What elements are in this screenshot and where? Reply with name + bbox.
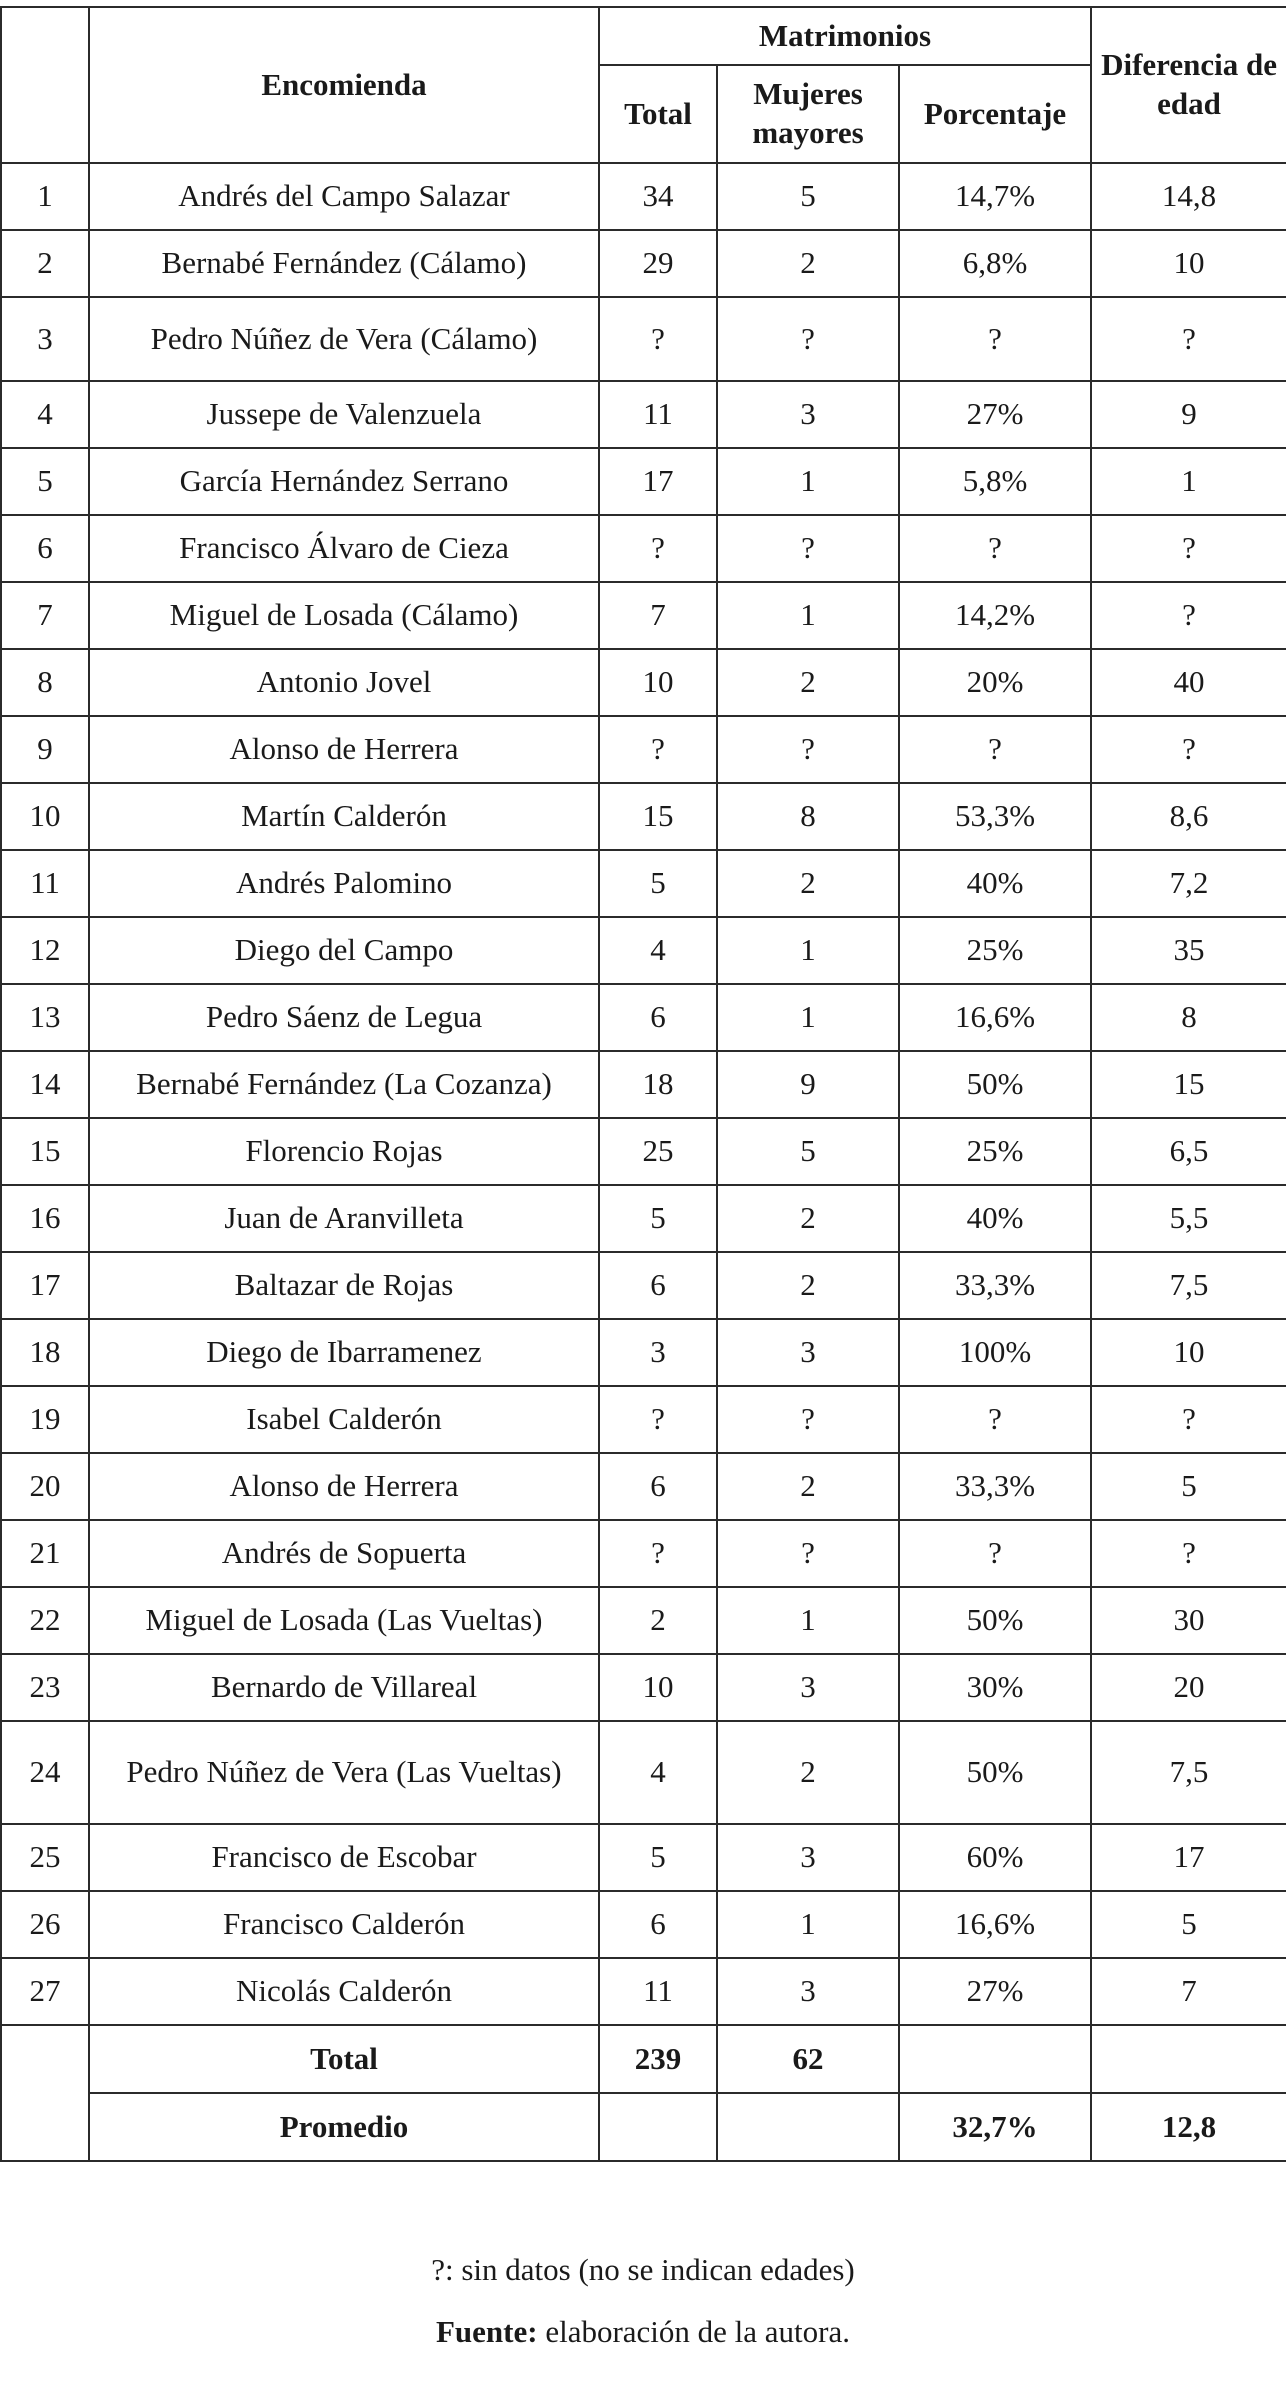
totals-row: [1, 2025, 1286, 2093]
mujeres-cell: 3: [717, 1319, 899, 1386]
mujeres-cell: 2: [717, 230, 899, 297]
table-row: [1, 1958, 1286, 2025]
table-row: [1, 716, 1286, 783]
diferencia-cell: 20: [1091, 1654, 1286, 1721]
total-cell: ?: [599, 297, 717, 381]
average-row: [1, 2093, 1286, 2161]
table-row: [1, 1185, 1286, 1252]
diferencia-cell: 10: [1091, 230, 1286, 297]
encomienda-name: Bernabé Fernández (Cálamo): [89, 230, 599, 297]
row-index: 24: [1, 1721, 89, 1824]
diferencia-cell: 7,2: [1091, 850, 1286, 917]
total-cell: 6: [599, 1453, 717, 1520]
total-cell: 6: [599, 984, 717, 1051]
diferencia-cell: 5,5: [1091, 1185, 1286, 1252]
porcentaje-cell: 27%: [899, 381, 1091, 448]
porcentaje-cell: ?: [899, 515, 1091, 582]
row-index: 1: [1, 163, 89, 230]
table-row: [1, 1520, 1286, 1587]
porcentaje-cell: 60%: [899, 1824, 1091, 1891]
table-body: [1, 163, 1286, 2161]
porcentaje-cell: 25%: [899, 1118, 1091, 1185]
source-note: [0, 2314, 1286, 2350]
porcentaje-cell: ?: [899, 716, 1091, 783]
table-row: [1, 448, 1286, 515]
table-row: [1, 1891, 1286, 1958]
total-cell: 6: [599, 1891, 717, 1958]
totals-pct: [899, 2025, 1091, 2093]
mujeres-cell: ?: [717, 1386, 899, 1453]
diferencia-cell: 40: [1091, 649, 1286, 716]
total-cell: ?: [599, 515, 717, 582]
total-cell: 15: [599, 783, 717, 850]
diferencia-cell: 35: [1091, 917, 1286, 984]
total-cell: 5: [599, 1185, 717, 1252]
mujeres-cell: 1: [717, 582, 899, 649]
total-cell: 29: [599, 230, 717, 297]
encomienda-name: Antonio Jovel: [89, 649, 599, 716]
total-cell: 5: [599, 1824, 717, 1891]
porcentaje-cell: ?: [899, 1520, 1091, 1587]
mujeres-cell: 9: [717, 1051, 899, 1118]
row-index: 14: [1, 1051, 89, 1118]
mujeres-cell: ?: [717, 515, 899, 582]
mujeres-cell: 3: [717, 381, 899, 448]
diferencia-cell: 5: [1091, 1453, 1286, 1520]
encomienda-name: Andrés del Campo Salazar: [89, 163, 599, 230]
table-row: [1, 230, 1286, 297]
table-row: [1, 163, 1286, 230]
total-cell: ?: [599, 1520, 717, 1587]
row-index: 2: [1, 230, 89, 297]
porcentaje-cell: 33,3%: [899, 1453, 1091, 1520]
total-cell: 11: [599, 381, 717, 448]
row-index: 10: [1, 783, 89, 850]
average-total: [599, 2093, 717, 2161]
table-row: [1, 1252, 1286, 1319]
total-cell: 4: [599, 1721, 717, 1824]
row-index: 19: [1, 1386, 89, 1453]
header-index: [1, 7, 89, 163]
mujeres-cell: 8: [717, 783, 899, 850]
encomienda-name: Florencio Rojas: [89, 1118, 599, 1185]
porcentaje-cell: 5,8%: [899, 448, 1091, 515]
porcentaje-cell: 50%: [899, 1721, 1091, 1824]
total-cell: 7: [599, 582, 717, 649]
row-index: 6: [1, 515, 89, 582]
row-index: 4: [1, 381, 89, 448]
table-row: [1, 850, 1286, 917]
row-index: 16: [1, 1185, 89, 1252]
mujeres-cell: 5: [717, 163, 899, 230]
table-row: [1, 984, 1286, 1051]
table-row: [1, 582, 1286, 649]
mujeres-cell: 3: [717, 1958, 899, 2025]
porcentaje-cell: 40%: [899, 1185, 1091, 1252]
mujeres-cell: ?: [717, 1520, 899, 1587]
mujeres-cell: 1: [717, 917, 899, 984]
mujeres-cell: 2: [717, 1185, 899, 1252]
row-index: 25: [1, 1824, 89, 1891]
header-mujeres-mayores: Mujeres mayores: [717, 65, 899, 163]
total-cell: ?: [599, 716, 717, 783]
encomienda-name: Francisco Álvaro de Cieza: [89, 515, 599, 582]
table-row: [1, 1386, 1286, 1453]
encomienda-name: Juan de Aranvilleta: [89, 1185, 599, 1252]
porcentaje-cell: 6,8%: [899, 230, 1091, 297]
row-index: 21: [1, 1520, 89, 1587]
porcentaje-cell: 25%: [899, 917, 1091, 984]
encomienda-name: Diego del Campo: [89, 917, 599, 984]
diferencia-cell: 7,5: [1091, 1252, 1286, 1319]
row-index: 18: [1, 1319, 89, 1386]
encomienda-name: Baltazar de Rojas: [89, 1252, 599, 1319]
row-index: 15: [1, 1118, 89, 1185]
encomienda-name: Miguel de Losada (Las Vueltas): [89, 1587, 599, 1654]
diferencia-cell: ?: [1091, 582, 1286, 649]
porcentaje-cell: 14,7%: [899, 163, 1091, 230]
diferencia-cell: ?: [1091, 716, 1286, 783]
row-index: 20: [1, 1453, 89, 1520]
total-cell: 2: [599, 1587, 717, 1654]
average-pct: 32,7%: [899, 2093, 1091, 2161]
diferencia-cell: 7,5: [1091, 1721, 1286, 1824]
total-cell: 3: [599, 1319, 717, 1386]
table-row: [1, 649, 1286, 716]
row-index: 27: [1, 1958, 89, 2025]
mujeres-cell: 1: [717, 448, 899, 515]
average-label: Promedio: [89, 2093, 599, 2161]
row-index: 26: [1, 1891, 89, 1958]
total-cell: 18: [599, 1051, 717, 1118]
encomienda-name: Nicolás Calderón: [89, 1958, 599, 2025]
encomienda-name: Diego de Ibarramenez: [89, 1319, 599, 1386]
encomienda-name: Francisco Calderón: [89, 1891, 599, 1958]
source-text: elaboración de la autora.: [545, 2314, 850, 2349]
mujeres-cell: 1: [717, 984, 899, 1051]
mujeres-cell: 2: [717, 649, 899, 716]
mujeres-cell: 3: [717, 1824, 899, 1891]
row-index: 17: [1, 1252, 89, 1319]
encomienda-name: Pedro Núñez de Vera (Cálamo): [89, 297, 599, 381]
diferencia-cell: 8: [1091, 984, 1286, 1051]
diferencia-cell: ?: [1091, 1386, 1286, 1453]
header-row-1: [1, 7, 1286, 65]
table-row: [1, 381, 1286, 448]
mujeres-cell: 3: [717, 1654, 899, 1721]
total-cell: 4: [599, 917, 717, 984]
mujeres-cell: 1: [717, 1587, 899, 1654]
porcentaje-cell: 30%: [899, 1654, 1091, 1721]
porcentaje-cell: 50%: [899, 1587, 1091, 1654]
diferencia-cell: 14,8: [1091, 163, 1286, 230]
table-row: [1, 1319, 1286, 1386]
header-porcentaje: Porcentaje: [899, 65, 1091, 163]
porcentaje-cell: 50%: [899, 1051, 1091, 1118]
diferencia-cell: 17: [1091, 1824, 1286, 1891]
encomienda-name: Martín Calderón: [89, 783, 599, 850]
encomienda-name: Pedro Sáenz de Legua: [89, 984, 599, 1051]
encomienda-name: Pedro Núñez de Vera (Las Vueltas): [89, 1721, 599, 1824]
totals-label: Total: [89, 2025, 599, 2093]
total-cell: 17: [599, 448, 717, 515]
mujeres-cell: 1: [717, 1891, 899, 1958]
encomienda-name: Alonso de Herrera: [89, 1453, 599, 1520]
diferencia-cell: 30: [1091, 1587, 1286, 1654]
total-cell: 6: [599, 1252, 717, 1319]
header-total: Total: [599, 65, 717, 163]
total-cell: 34: [599, 163, 717, 230]
porcentaje-cell: 40%: [899, 850, 1091, 917]
marriage-table: [0, 6, 1286, 2162]
encomienda-name: Andrés Palomino: [89, 850, 599, 917]
totals-mujeres: 62: [717, 2025, 899, 2093]
source-label: Fuente:: [435, 2314, 538, 2349]
diferencia-cell: 10: [1091, 1319, 1286, 1386]
encomienda-name: Bernabé Fernández (La Cozanza): [89, 1051, 599, 1118]
table-row: [1, 1721, 1286, 1824]
table-row: [1, 1654, 1286, 1721]
totals-total: 239: [599, 2025, 717, 2093]
porcentaje-cell: 53,3%: [899, 783, 1091, 850]
table-row: [1, 1587, 1286, 1654]
row-index: 3: [1, 297, 89, 381]
diferencia-cell: ?: [1091, 1520, 1286, 1587]
encomienda-name: Francisco de Escobar: [89, 1824, 599, 1891]
table-row: [1, 1118, 1286, 1185]
average-mujeres: [717, 2093, 899, 2161]
total-cell: ?: [599, 1386, 717, 1453]
table-row: [1, 515, 1286, 582]
row-index: 22: [1, 1587, 89, 1654]
totals-dif: [1091, 2025, 1286, 2093]
porcentaje-cell: 27%: [899, 1958, 1091, 2025]
total-cell: 10: [599, 649, 717, 716]
encomienda-name: Alonso de Herrera: [89, 716, 599, 783]
diferencia-cell: 9: [1091, 381, 1286, 448]
total-cell: 25: [599, 1118, 717, 1185]
row-index: 8: [1, 649, 89, 716]
table-row: [1, 297, 1286, 381]
porcentaje-cell: 16,6%: [899, 984, 1091, 1051]
mujeres-cell: ?: [717, 297, 899, 381]
summary-blank-cell: [1, 2025, 89, 2161]
row-index: 9: [1, 716, 89, 783]
table-row: [1, 1051, 1286, 1118]
row-index: 7: [1, 582, 89, 649]
diferencia-cell: ?: [1091, 297, 1286, 381]
porcentaje-cell: ?: [899, 1386, 1091, 1453]
encomienda-name: Andrés de Sopuerta: [89, 1520, 599, 1587]
porcentaje-cell: ?: [899, 297, 1091, 381]
mujeres-cell: 2: [717, 1453, 899, 1520]
encomienda-name: García Hernández Serrano: [89, 448, 599, 515]
row-index: 11: [1, 850, 89, 917]
encomienda-name: Jussepe de Valenzuela: [89, 381, 599, 448]
total-cell: 5: [599, 850, 717, 917]
row-index: 5: [1, 448, 89, 515]
diferencia-cell: 7: [1091, 1958, 1286, 2025]
table-row: [1, 917, 1286, 984]
table-row: [1, 1453, 1286, 1520]
diferencia-cell: 15: [1091, 1051, 1286, 1118]
diferencia-cell: 5: [1091, 1891, 1286, 1958]
header-matrimonios: Matrimonios: [599, 7, 1091, 65]
porcentaje-cell: 14,2%: [899, 582, 1091, 649]
row-index: 23: [1, 1654, 89, 1721]
total-cell: 11: [599, 1958, 717, 2025]
porcentaje-cell: 33,3%: [899, 1252, 1091, 1319]
table-row: [1, 783, 1286, 850]
mujeres-cell: 2: [717, 1721, 899, 1824]
header-diferencia: Diferencia de edad: [1091, 7, 1286, 163]
table-row: [1, 1824, 1286, 1891]
average-dif: 12,8: [1091, 2093, 1286, 2161]
encomienda-name: Miguel de Losada (Cálamo): [89, 582, 599, 649]
encomienda-name: Isabel Calderón: [89, 1386, 599, 1453]
porcentaje-cell: 100%: [899, 1319, 1091, 1386]
header-encomienda: Encomienda: [89, 7, 599, 163]
row-index: 13: [1, 984, 89, 1051]
mujeres-cell: 2: [717, 1252, 899, 1319]
mujeres-cell: 5: [717, 1118, 899, 1185]
porcentaje-cell: 16,6%: [899, 1891, 1091, 1958]
mujeres-cell: ?: [717, 716, 899, 783]
encomienda-name: Bernardo de Villareal: [89, 1654, 599, 1721]
porcentaje-cell: 20%: [899, 649, 1091, 716]
diferencia-cell: ?: [1091, 515, 1286, 582]
legend-note: ?: sin datos (no se indican edades): [431, 2252, 855, 2287]
row-index: 12: [1, 917, 89, 984]
diferencia-cell: 8,6: [1091, 783, 1286, 850]
mujeres-cell: 2: [717, 850, 899, 917]
diferencia-cell: 1: [1091, 448, 1286, 515]
total-cell: 10: [599, 1654, 717, 1721]
diferencia-cell: 6,5: [1091, 1118, 1286, 1185]
